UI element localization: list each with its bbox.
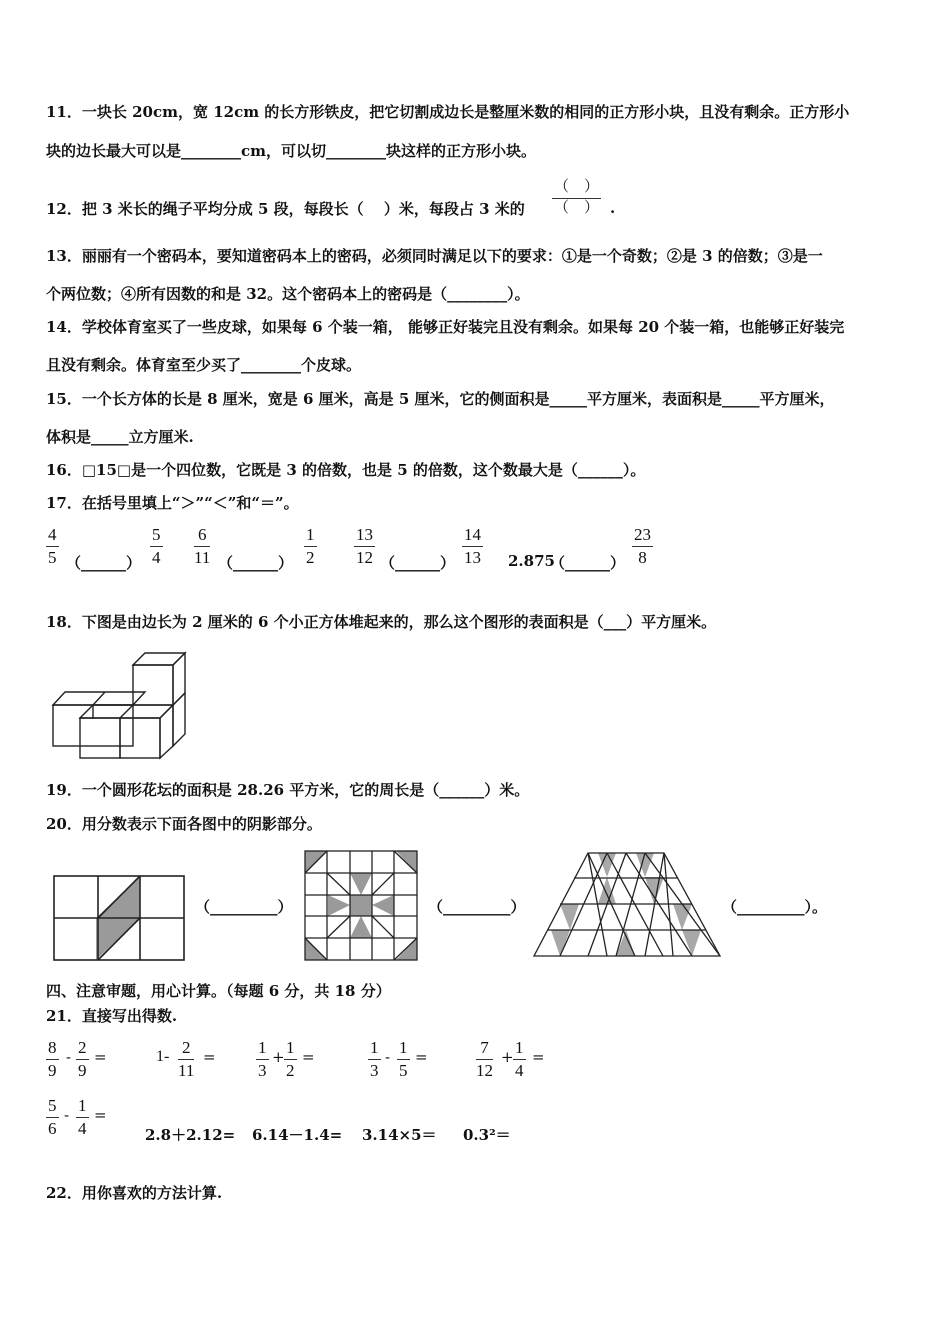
q21-e5-frac2: [513, 1039, 526, 1080]
q21-e4-frac2: [397, 1039, 410, 1080]
q17-pair4-a: 2.875: [508, 552, 555, 570]
frac-den: 6: [48, 1118, 57, 1138]
q16-text: 16．□15□是一个四位数，它既是 3 的倍数，也是 5 的倍数，这个数最大是（______）。: [46, 461, 646, 479]
frac-num: 5: [152, 525, 161, 544]
q12-end: .: [610, 199, 616, 217]
section4-heading: 四、注意审题，用心计算。（每题 6 分，共 18 分）: [46, 982, 391, 1000]
frac-den: 5: [399, 1060, 408, 1080]
q21-e2-frac: [178, 1039, 194, 1080]
q19-text: 19．一个圆形花坛的面积是 28.26 平方米，它的周长是（______）米。: [46, 781, 530, 799]
q21-e1-frac1: [46, 1039, 59, 1080]
q12-text: 12．把 3 米长的绳子平均分成 5 段，每段长（ ）米，每段占 3 米的: [46, 200, 525, 218]
q20-figure-square-grid: [302, 848, 420, 963]
frac-num: 14: [464, 525, 481, 544]
q18-cube-figure: [50, 650, 190, 762]
q21-e3-frac2: [284, 1039, 297, 1080]
q17-pair4-b: [632, 526, 653, 567]
q17-pair1-a: [46, 526, 59, 567]
frac-num: 5: [48, 1096, 57, 1115]
frac-den: 4: [152, 547, 161, 567]
q21-r2-item4: 0.3²＝: [463, 1126, 511, 1144]
frac-num: 1: [286, 1038, 295, 1057]
frac-den: 3: [370, 1060, 379, 1080]
q21-e4-frac1: [368, 1039, 381, 1080]
q21-r2-eq: =: [94, 1106, 107, 1124]
q17-blank-3[interactable]: （______）: [380, 554, 456, 572]
q22-text: 22．用你喜欢的方法计算.: [46, 1184, 223, 1202]
q12-frac-bar: [552, 198, 601, 199]
frac-den: 2: [306, 547, 315, 567]
frac-num: 7: [480, 1038, 489, 1057]
frac-num: 23: [634, 525, 651, 544]
q20-blank-3[interactable]: （_________）。: [722, 898, 828, 916]
q21-e5-frac1: [476, 1039, 493, 1080]
q11-line1: 11．一块长 20cm，宽 12cm 的长方形铁皮，把它切割成边长是整厘米数的相同的正方形小块，且没有剩余。正方形小: [46, 103, 850, 121]
q17-blank-1[interactable]: （______）: [66, 554, 142, 572]
q21-e5-eq: =: [532, 1048, 545, 1066]
frac-den: 8: [638, 547, 647, 567]
frac-den: 13: [464, 547, 481, 567]
q21-e3-eq: =: [302, 1048, 315, 1066]
frac-num: 1: [78, 1096, 87, 1115]
q12-fraction: [552, 180, 601, 217]
q15-line1: 15．一个长方体的长是 8 厘米，宽是 6 厘米，高是 5 厘米，它的侧面积是_____平方厘米，表面积是_____平方厘米，: [46, 390, 835, 408]
q21-r2-item1: 2.8＋2.12=: [145, 1126, 236, 1144]
frac-num: 1: [370, 1038, 379, 1057]
frac-num: 2: [78, 1038, 87, 1057]
q21-r2-frac1: [46, 1097, 59, 1138]
frac-den: 9: [78, 1060, 87, 1080]
q21-e1-eq: =: [94, 1048, 107, 1066]
q12-frac-num: （ ）: [554, 179, 600, 195]
frac-num: 1: [258, 1038, 267, 1057]
q17-blank-2[interactable]: （______）: [218, 554, 294, 572]
frac-num: 4: [48, 525, 57, 544]
frac-num: 1: [515, 1038, 524, 1057]
frac-den: 9: [48, 1060, 57, 1080]
q14-line1: 14．学校体育室买了一些皮球，如果每 6 个装一箱， 能够正好装完且没有剩余。如果每 20 个装一箱，也能够正好装完: [46, 318, 845, 336]
frac-num: 13: [356, 525, 373, 544]
q21-e1-op: -: [66, 1048, 72, 1066]
frac-num: 1: [399, 1038, 408, 1057]
q13-line2: 个两位数；④所有因数的和是 32。这个密码本上的密码是（________）。: [46, 285, 530, 303]
q17-pair1-b: [150, 526, 163, 567]
frac-num: 1: [306, 525, 315, 544]
q21-e1-frac2: [76, 1039, 89, 1080]
q18-text: 18．下图是由边长为 2 厘米的 6 个小正方体堆起来的，那么这个图形的表面积是（___）平方厘米。: [46, 613, 717, 631]
frac-num: 6: [197, 525, 207, 544]
q17-pair3-b: [462, 526, 483, 567]
q17-text: 17．在括号里填上“＞”“＜”和“＝”。: [46, 494, 299, 512]
frac-num: 8: [48, 1038, 57, 1057]
q20-figure-trapezoid: [532, 850, 722, 960]
frac-den: 12: [356, 547, 373, 567]
frac-den: 2: [286, 1060, 295, 1080]
q20-blank-2[interactable]: （_________）: [428, 898, 526, 916]
q20-text: 20．用分数表示下面各图中的阴影部分。: [46, 815, 322, 833]
q21-text: 21．直接写出得数.: [46, 1007, 178, 1025]
q15-line2: 体积是_____立方厘米.: [46, 428, 194, 446]
frac-den: 5: [48, 547, 57, 567]
q21-e2-eq: =: [203, 1048, 216, 1066]
frac-den: 4: [515, 1060, 524, 1080]
q21-e4-op: -: [385, 1048, 391, 1066]
q17-pair2-b: [304, 526, 317, 567]
q17-pair2-a: [194, 526, 210, 567]
frac-den: 11: [178, 1060, 195, 1080]
frac-den: 4: [78, 1118, 87, 1138]
q21-r2-item2: 6.14－1.4=: [252, 1126, 343, 1144]
q21-e4-eq: =: [415, 1048, 428, 1066]
frac-den: 12: [476, 1060, 493, 1080]
q21-e3-op: +: [272, 1048, 285, 1066]
q21-e3-frac1: [256, 1039, 269, 1080]
q21-r2-frac2: [76, 1097, 89, 1138]
q13-line1: 13．丽丽有一个密码本，要知道密码本上的密码，必须同时满足以下的要求：①是一个奇数；②是 3 的倍数；③是一: [46, 247, 823, 265]
q17-pair3-a: [354, 526, 375, 567]
q21-e2-pre: 1-: [156, 1048, 170, 1065]
frac-den: 11: [194, 547, 211, 567]
q17-blank-4[interactable]: （______）: [550, 554, 626, 572]
frac-num: 2: [181, 1038, 191, 1057]
q11-line2: 块的边长最大可以是________cm，可以切________块这样的正方形小块。: [46, 142, 537, 160]
q21-e5-op: +: [501, 1048, 514, 1066]
q14-line2: 且没有剩余。体育室至少买了________个皮球。: [46, 356, 362, 374]
q12-frac-den: （ ）: [554, 199, 600, 216]
q21-r2-op: -: [64, 1106, 70, 1124]
q20-figure-rect-grid: [52, 874, 188, 962]
frac-den: 3: [258, 1060, 267, 1080]
q20-blank-1[interactable]: （_________）: [195, 898, 293, 916]
q21-r2-item3: 3.14×5＝: [362, 1126, 437, 1144]
